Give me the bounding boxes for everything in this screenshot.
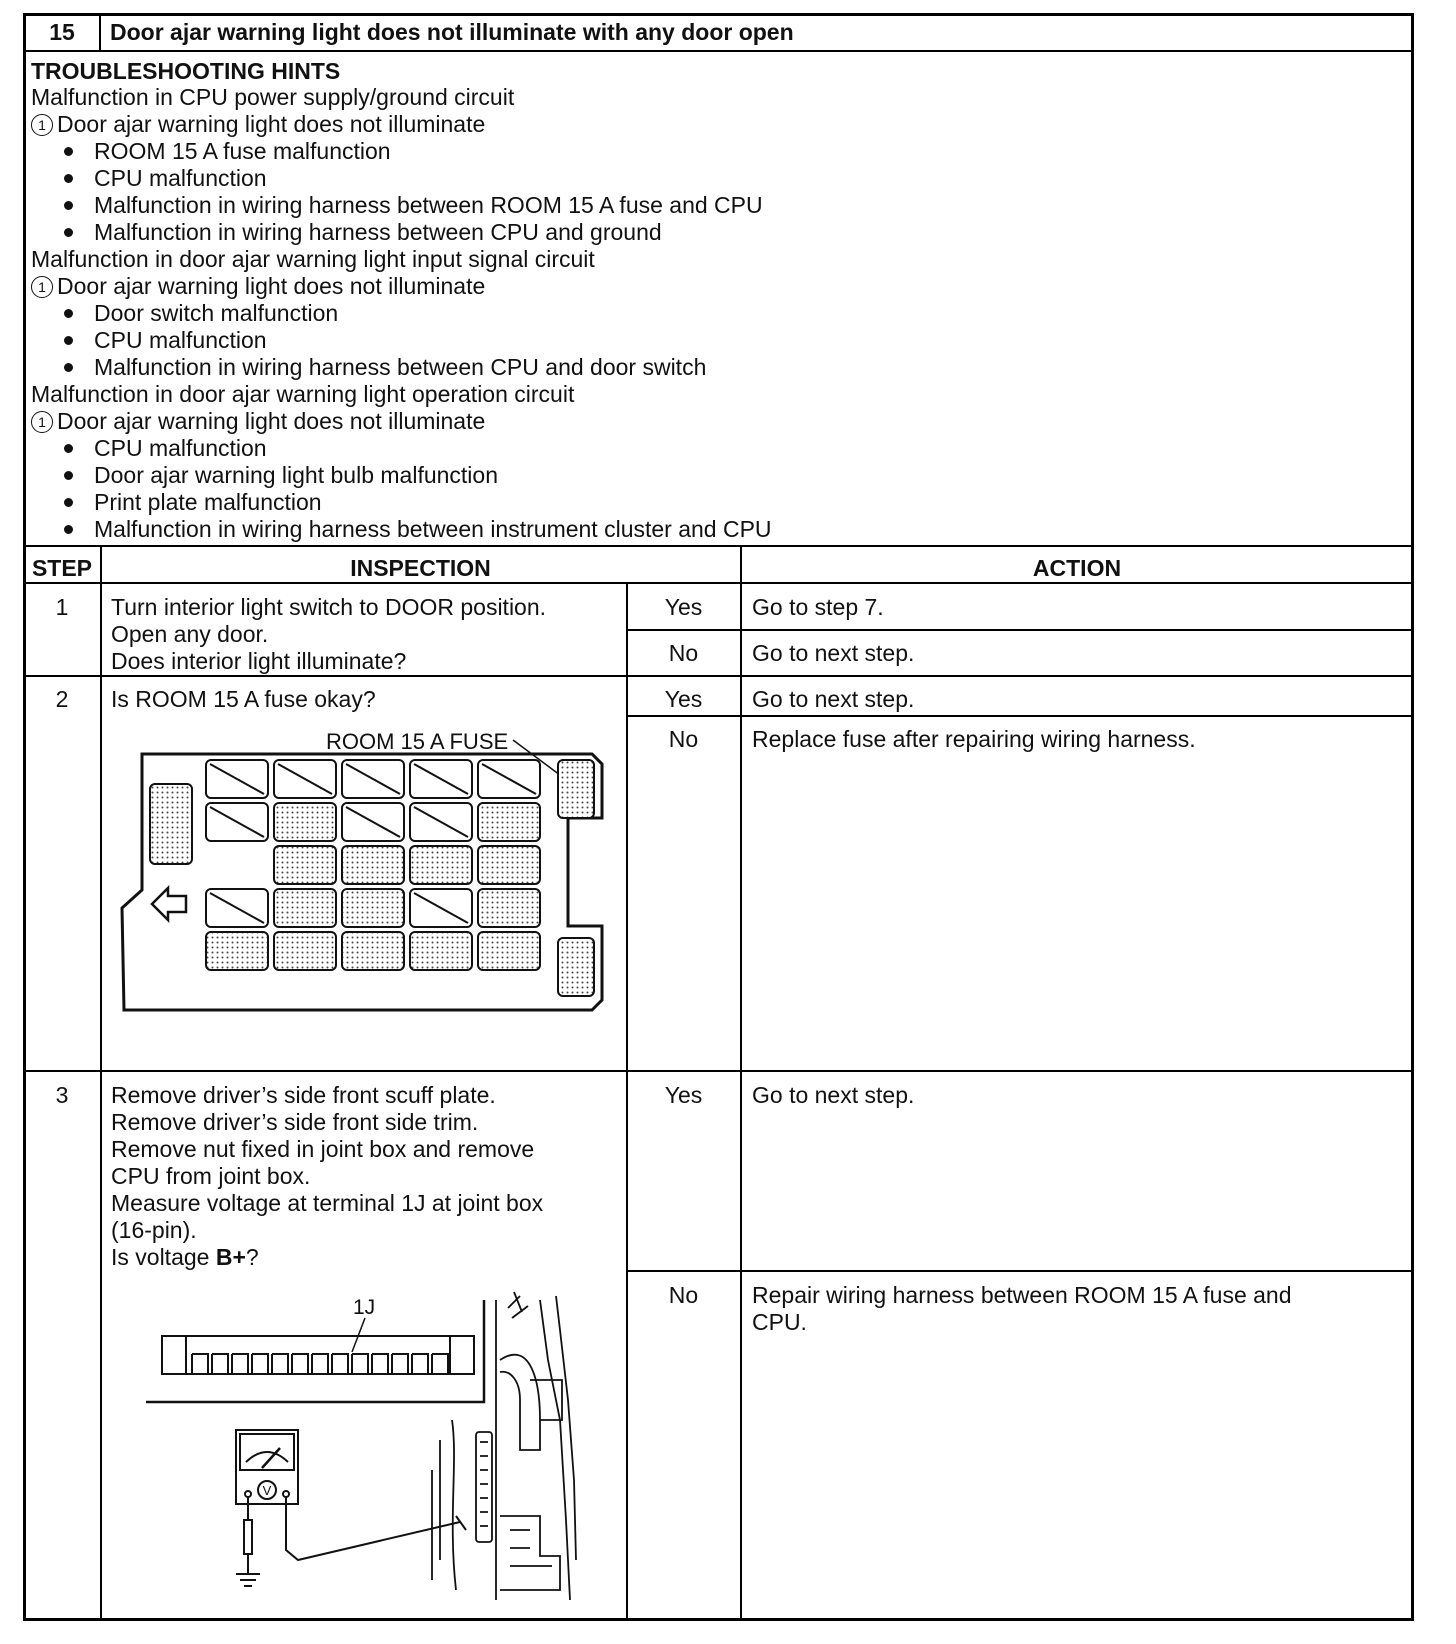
hint-item: Door ajar warning light bulb malfunction [94,462,498,488]
hints-rule [24,545,1413,547]
fuse-figure-label: ROOM 15 A FUSE [326,729,509,754]
bullet-icon [64,525,73,534]
no-label: No [668,726,699,752]
action-col-divider [740,546,742,1620]
table-header-rule [24,582,1413,584]
hint-symptom: 1 Door ajar warning light does not illuminate [31,408,485,435]
step-column-header: STEP [31,555,93,581]
svg-text:V: V [262,1483,272,1498]
bullet-icon [64,201,73,210]
inspection-line: CPU from joint box. [111,1163,311,1189]
bullet-icon [64,309,73,318]
inspection-line: Remove nut fixed in joint box and remove [111,1136,535,1162]
step-number: 3 [55,1082,69,1108]
no-action: Go to next step. [752,640,915,666]
circled-number-icon: 1 [31,276,53,298]
connector-terminal-label: 1J [353,1296,376,1319]
no-action-line: Repair wiring harness between ROOM 15 A fuse and [752,1282,1292,1308]
inspection-line: Remove driver’s side front side trim. [111,1109,479,1135]
hint-group-title: Malfunction in door ajar warning light input signal circuit [31,246,595,272]
step-number: 2 [55,686,69,712]
hint-symptom: 1 Door ajar warning light does not illuminate [31,273,485,300]
header-divider [99,14,101,51]
bullet-icon [64,336,73,345]
bullet-icon [64,498,73,507]
no-action-line: CPU. [752,1309,807,1335]
inspection-line: Open any door. [111,621,269,647]
no-action: Replace fuse after repairing wiring harness. [752,726,1196,752]
inspection-line: Is ROOM 15 A fuse okay? [111,686,376,712]
step3-yesno-rule [627,1270,1413,1272]
hint-item: CPU malfunction [94,327,267,353]
step2-yesno-rule [627,715,1413,717]
hint-item: Door switch malfunction [94,300,339,326]
no-label: No [668,640,699,666]
hint-item: Malfunction in wiring harness between CPU and ground [94,219,662,245]
step1-rule [24,675,1413,677]
hint-item: ROOM 15 A fuse malfunction [94,138,391,164]
yes-action: Go to next step. [752,686,915,712]
bullet-icon [64,471,73,480]
hint-item: CPU malfunction [94,165,267,191]
step-col-divider [100,546,102,1620]
hint-item: Malfunction in wiring harness between instrument cluster and CPU [94,516,772,542]
hint-item: Malfunction in wiring harness between CPU and door switch [94,354,707,380]
bullet-icon [64,147,73,156]
procedure-number: 15 [49,19,75,45]
hint-group-title: Malfunction in door ajar warning light operation circuit [31,381,575,407]
step2-rule [24,1070,1413,1072]
inspection-question: Is voltage B+? [111,1244,259,1270]
hint-group-title: Malfunction in CPU power supply/ground circuit [31,84,515,110]
circled-number-icon: 1 [31,411,53,433]
yes-label: Yes [664,594,703,620]
action-column-header: ACTION [1032,555,1122,581]
step-number: 1 [55,594,69,620]
step1-yesno-rule [627,629,1413,631]
hint-item: Malfunction in wiring harness between ROOM 15 A fuse and CPU [94,192,763,218]
hint-item: Print plate malfunction [94,489,322,515]
bullet-icon [64,174,73,183]
bullet-icon [64,444,73,453]
no-label: No [668,1282,699,1308]
circled-number-icon: 1 [31,114,53,136]
yes-label: Yes [664,1082,703,1108]
hints-heading: TROUBLESHOOTING HINTS [31,58,341,84]
bullet-icon [64,363,73,372]
inspection-column-header: INSPECTION [350,555,491,581]
procedure-title: Door ajar warning light does not illuminate with any door open [110,19,794,45]
inspection-line: Turn interior light switch to DOOR position. [111,594,547,620]
yes-action: Go to next step. [752,1082,915,1108]
inspection-line: Does interior light illuminate? [111,648,407,674]
yes-label: Yes [664,686,703,712]
bullet-icon [64,228,73,237]
inspection-line: (16-pin). [111,1217,197,1243]
yes-action: Go to step 7. [752,594,884,620]
hint-item: CPU malfunction [94,435,267,461]
hint-symptom: 1 Door ajar warning light does not illuminate [31,111,485,138]
header-rule [24,50,1413,52]
inspection-line: Measure voltage at terminal 1J at joint box [111,1190,544,1216]
inspection-line: Remove driver’s side front scuff plate. [111,1082,496,1108]
